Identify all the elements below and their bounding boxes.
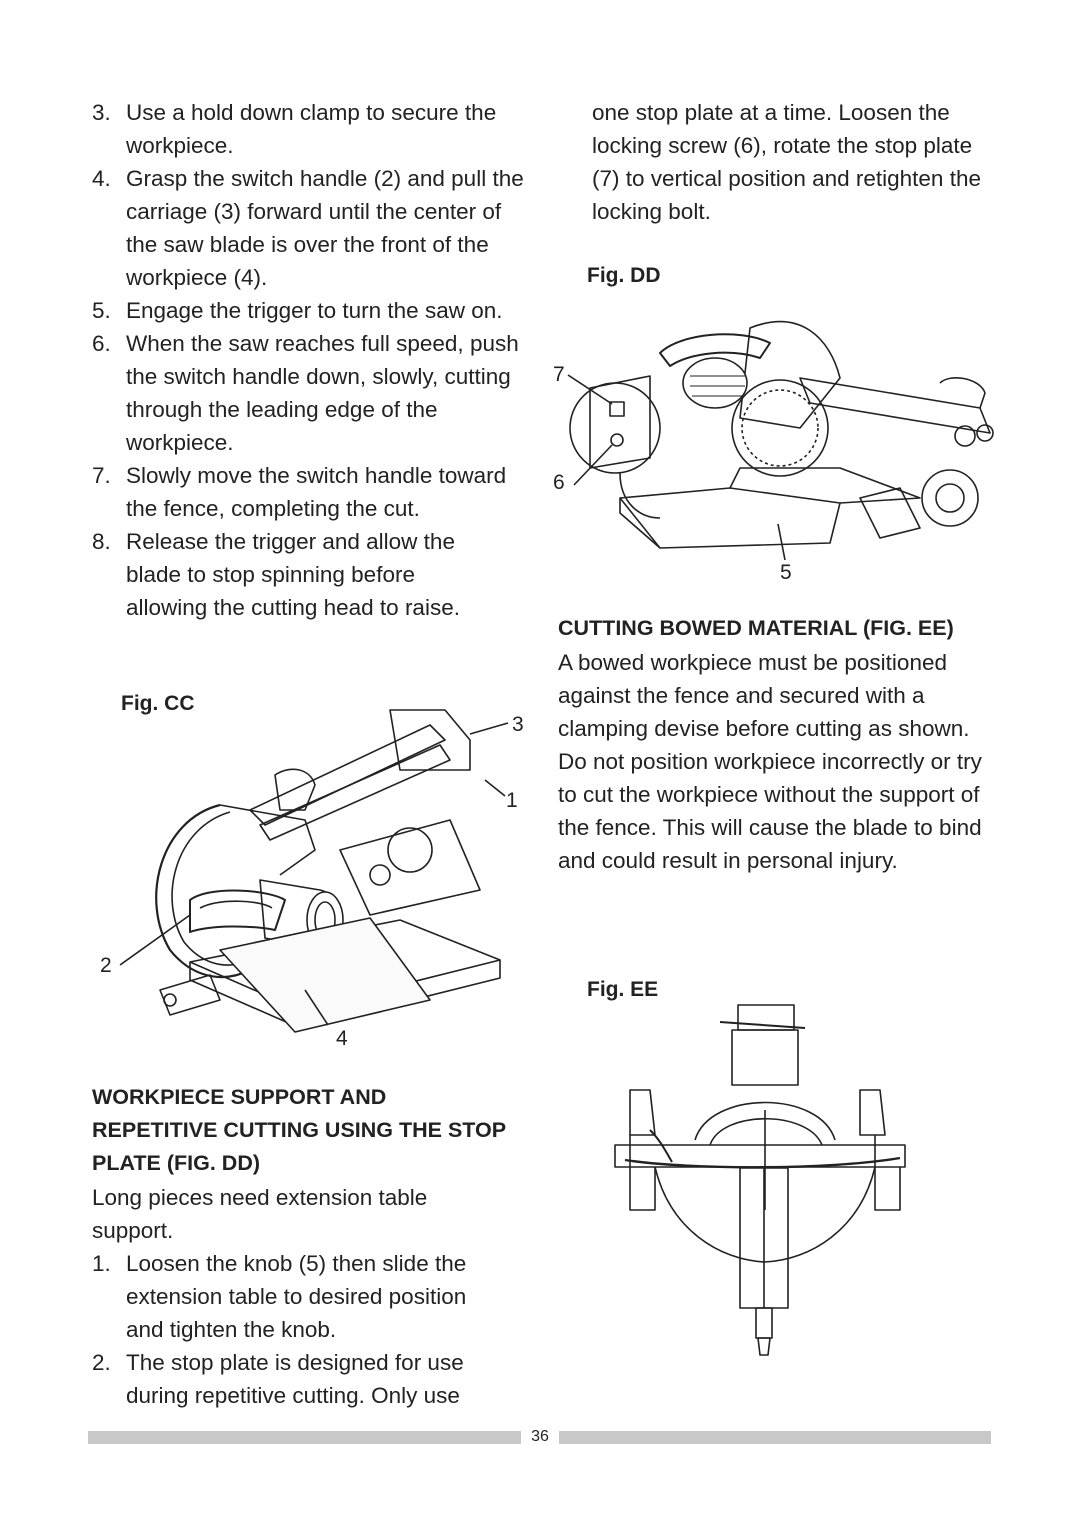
fig-ee-label: Fig. EE (587, 978, 659, 1001)
fig-dd-callout-7: 7 (553, 363, 565, 386)
list-item: 3. Use a hold down clamp to secure the workpiece. (92, 100, 497, 158)
bowed-material-text: A bowed workpiece must be positioned against the fence and secured with a clamping devise before cutting as shown. Do not position workpiece incorrectly or try to cut the workpiece without the support of the fence. This will cause the blade to bind and could result in personal injury. (558, 650, 982, 873)
page-footer (88, 1428, 991, 1446)
miter-saw-stop-plate-icon (560, 298, 1000, 568)
footer-bar-left (88, 1431, 521, 1444)
fig-cc-callout-2: 2 (100, 954, 112, 977)
workpiece-support-section (92, 1081, 532, 1412)
fig-cc-callout-3: 3 (512, 713, 524, 736)
fig-cc-callout-4: 4 (336, 1027, 348, 1050)
fig-cc-callout-1: 1 (506, 789, 518, 812)
continued-text: one stop plate at a time. Loosen the locking screw (6), rotate the stop plate (7) to vertical position and retighten the locking bolt. (592, 100, 981, 224)
miter-saw-side-icon (100, 700, 540, 1060)
right-column (592, 96, 992, 228)
fig-dd-label: Fig. DD (587, 264, 661, 287)
left-column (92, 96, 532, 624)
list-item: 5. Engage the trigger to turn the saw on. (92, 298, 503, 323)
list-item: 2. The stop plate is designed for use during repetitive cutting. Only use (92, 1350, 464, 1408)
list-item: 8. Release the trigger and allow the blade to stop spinning before allowing the cutting head to raise. (92, 529, 460, 620)
list-item: 7. Slowly move the switch handle toward the fence, completing the cut. (92, 463, 507, 521)
fig-dd-callout-5: 5 (780, 561, 792, 584)
fig-ee-illustration (610, 1000, 910, 1360)
miter-saw-front-icon (610, 1000, 910, 1360)
page-number: 36 (531, 1428, 549, 1445)
list-item: 6. When the saw reaches full speed, push the switch handle down, slowly, cutting through the leading edge of the workpiece. (92, 331, 519, 455)
fig-cc-label: Fig. CC (121, 692, 195, 715)
fig-cc-illustration (100, 700, 540, 1060)
steps-list-a (92, 96, 532, 624)
bowed-material-section (558, 612, 993, 877)
fig-dd-illustration (560, 298, 1000, 568)
list-item: 4. Grasp the switch handle (2) and pull the carriage (3) forward until the center of the saw blade is over the front of the workpiece (4). (92, 166, 524, 290)
list-item: 1. Loosen the knob (5) then slide the extension table to desired position and tighten the knob. (92, 1251, 467, 1342)
fig-dd-callout-6: 6 (553, 471, 565, 494)
footer-bar-right (559, 1431, 991, 1444)
steps-list-b (92, 1247, 532, 1412)
section-heading: WORKPIECE SUPPORT AND REPETITIVE CUTTING USING THE STOP PLATE (FIG. DD) (92, 1085, 506, 1175)
section-intro: Long pieces need extension table support. (92, 1185, 428, 1243)
section-heading: CUTTING BOWED MATERIAL (FIG. EE) (558, 616, 954, 640)
